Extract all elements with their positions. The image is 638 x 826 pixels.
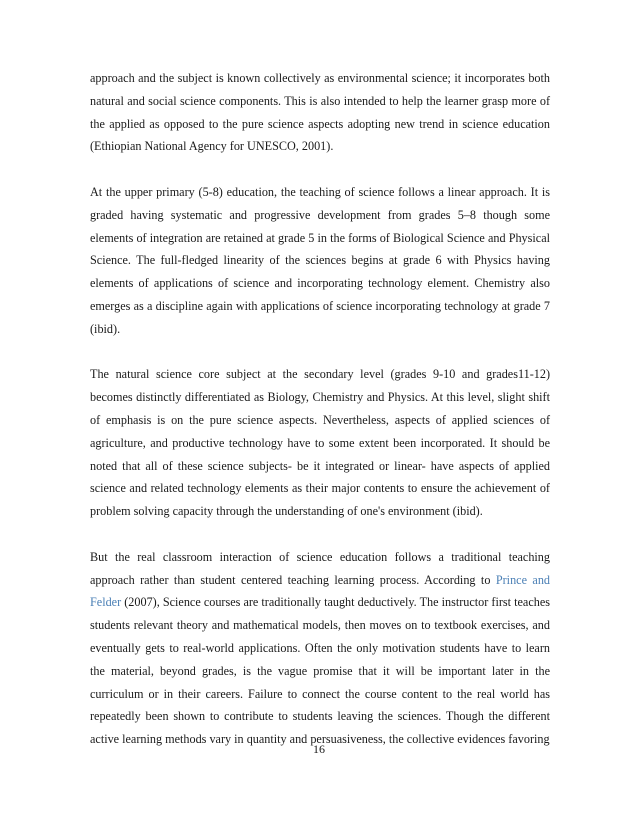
paragraph-environmental-science: approach and the subject is known collectively as environmental science; it incorporates both natural and social science components. This is also intended to help the learner grasp more of the applied as opposed to the pure science aspects adopting new trend in science education (Ethiopian National Agency for UNESCO, 2001).	[90, 71, 550, 154]
paragraph-classroom-interaction	[90, 546, 550, 751]
paragraph-secondary-level: The natural science core subject at the secondary level (grades 9-10 and grades11-12) becomes distinctly differentiated as Biology, Chemistry and Physics. At this level, slight shift of emphasis is on the pure science aspects. Nevertheless, aspects of applied sciences of agriculture, and productive technology have to some extent been incorporated. It should be noted that all of these science subjects- be it integrated or linear- have aspects of applied science and related technology elements as their major contents to ensure the achievement of problem solving capacity through the understanding of one's environment (ibid).	[90, 367, 550, 519]
paragraph-text-before-citation: But the real classroom interaction of science education follows a traditional teaching approach rather than student centered teaching learning process. According to	[90, 549, 550, 587]
page-number: 16	[313, 742, 325, 756]
paragraph-upper-primary: At the upper primary (5-8) education, the teaching of science follows a linear approach. It is graded having systematic and progressive development from grades 5–8 though some elements of integration are retained at grade 5 in the forms of Biological Science and Physical Science. The full-fledged linearity of the sciences begins at grade 6 with Physics having elements of applications of science and incorporating technology element. Chemistry also emerges as a discipline again with applications of science incorporating technology at grade 7 (ibid).	[90, 184, 550, 336]
citation-link-prince-felder[interactable]: Prince and Felder	[90, 572, 551, 610]
body-text	[90, 67, 550, 751]
paragraph-text-after-citation: (2007), Science courses are traditionally taught deductively. The instructor first teaches students relevant theory and mathematical models, then moves on to textbook exercises, and eventually gets to real-world applications. Often the only motivation students have to learn the material, beyond grades, is the vague promise that it will be important later in the curriculum or in their careers. Failure to connect the course content to the real world has repeatedly been shown to contribute to students leaving the sciences. Though the different active learning methods vary in quantity and persuasiveness, the collective evidences favoring	[90, 595, 550, 747]
